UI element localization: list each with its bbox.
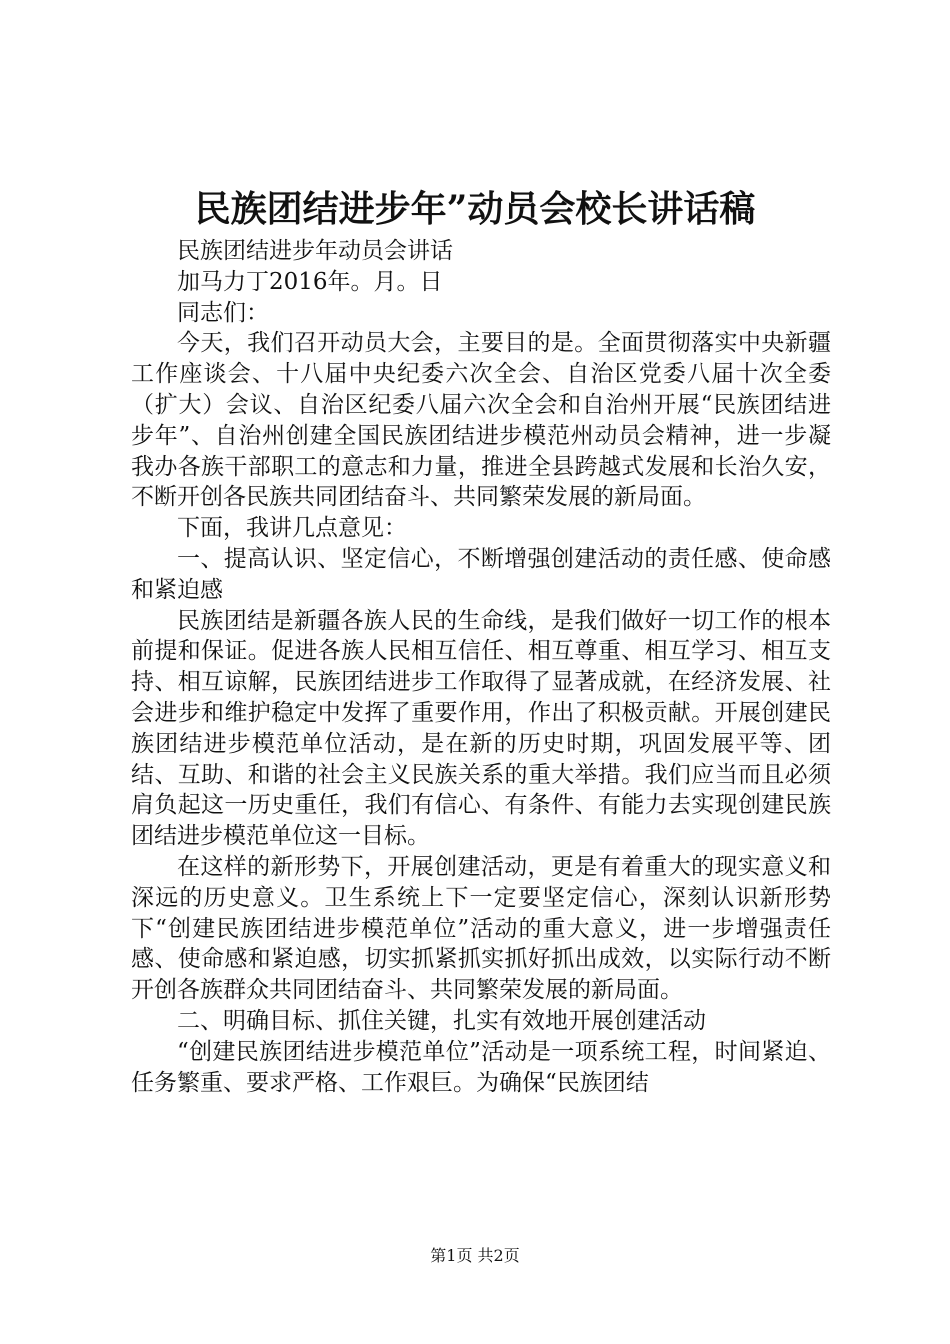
paragraph-author-date: 加马力丁2016年。月。日 (177, 268, 443, 295)
section-heading-2: 二、明确目标、抓住关键，扎实有效地开展创建活动 (177, 1007, 706, 1034)
paragraph-salutation: 同志们： (177, 299, 269, 326)
paragraph-purpose: 今天，我们召开动员大会，主要目的是。全面贯彻落实中央新疆工作座谈会、十八届中央纪委六次全会、自治区党委八届十次全委（扩大）会议、自治区纪委八届六次全会和自治州开展“民族团结进步年”、自治州创建全国民族团结进步模范州动员会精神，进一步凝我办各族干部职工的意志和力量，推进全县跨越式发展和长治久安，不断开创各民族共同团结奋斗、共同繁荣发展的新局面。 (131, 330, 831, 511)
paragraph-unity-lifeline: 民族团结是新疆各族人民的生命线，是我们做好一切工作的根本前提和保证。促进各族人民相互信任、相互尊重、相互学习、相互支持、相互谅解，民族团结进步工作取得了显著成就，在经济发展、社会进步和维护稳定中发挥了重要作用，作出了积极贡献。开展创建民族团结进步模范单位活动，是在新的历史时期，巩固发展平等、团结、互助、和谐的社会主义民族关系的重大举措。我们应当而且必须肩负起这一历史重任，我们有信心、有条件、有能力去实现创建民族团结进步模范单位这一目标。 (131, 607, 831, 850)
paragraph-new-situation: 在这样的新形势下，开展创建活动，更是有着重大的现实意义和深远的历史意义。卫生系统上下一定要坚定信心，深刻认识新形势下“创建民族团结进步模范单位”活动的重大意义，进一步增强责任感、使命感和紧迫感，切实抓紧抓实抓好抓出成效，以实际行动不断开创各族群众共同团结奋斗、共同繁荣发展的新局面。 (131, 853, 831, 1004)
paragraph-subtitle: 民族团结进步年动员会讲话 (177, 238, 453, 264)
document-body (131, 236, 831, 1098)
paragraph-system-project: “创建民族团结进步模范单位”活动是一项系统工程，时间紧迫、任务繁重、要求严格、工作艰巨。为确保“民族团结 (131, 1038, 831, 1096)
paragraph-intro: 下面，我讲几点意见： (177, 515, 407, 542)
section-heading-1: 一、提高认识、坚定信心，不断增强创建活动的责任感、使命感和紧迫感 (131, 545, 831, 603)
page-footer: 第1页 共2页 (430, 1246, 520, 1265)
document-title: 民族团结进步年”动员会校长讲话稿 (194, 188, 756, 230)
